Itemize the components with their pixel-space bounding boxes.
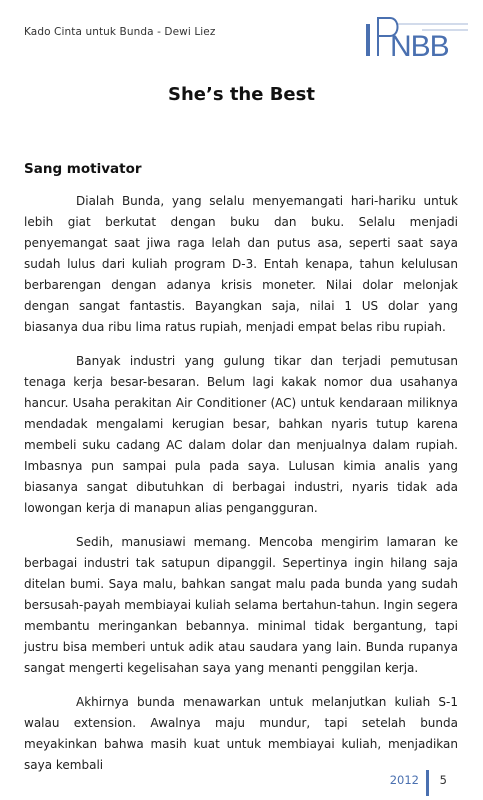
paragraph: Banyak industri yang gulung tikar dan terjadi pemutusan tenaga kerja besar-besaran. Belum lagi kakak nomor dua usahanya hancur. Usaha perakitan Air Conditioner (AC) untuk kendaraan miliknya mendadak mengalami kerugian besar, bahkan nyaris tutup karena membeli suku cadang AC dalam dolar dan menjualnya dalam rupiah. Imbasnya pun sampai pula pada saya. Lulusan kimia analis yang biasanya sangat dibutuhkan di berbagai industri, nyaris tidak ada lowongan kerja di manapun alias pengangguran. [24,354,458,515]
pnbb-logo-icon [364,14,470,60]
paragraph: Dialah Bunda, yang selalu menyemangati hari-hariku untuk lebih giat berkutat dengan buku dan buku. Selalu menjadi penyemangat saat jiwa raga lelah dan putus asa, seperti saat saya sudah lulus dari kuliah program D-3. Entah kenapa, tahun kelulusan berbarengan dengan adanya krisis moneter. Nilai dolar melonjak dengan sangat fantastis. Bayangkan saja, nilai 1 US dolar yang biasanya dua ribu lima ratus rupiah, menjadi empat belas ribu rupiah. [24,194,458,334]
paragraph: Akhirnya bunda menawarkan untuk melanjutkan kuliah S-1 walau extension. Awalnya maju mundur, tapi setelah bunda meyakinkan bahwa masih kuat untuk membiayai kuliah, menjadikan saya kembali [24,695,458,772]
running-header: Kado Cinta untuk Bunda - Dewi Liez [24,26,216,38]
publisher-logo [364,14,470,60]
footer-divider [426,770,429,796]
section-heading: Sang motivator [24,161,142,177]
page-footer [367,770,457,796]
paragraph: Sedih, manusiawi memang. Mencoba mengirim lamaran ke berbagai industri tak satupun dipanggil. Sepertinya ingin hilang saja ditelan bumi. Saya malu, bahkan sangat malu pada bunda yang sudah bersusah-payah membiayai kuliah selama bertahun-tahun. Ingin segera membantu meringankan bebannya. minimal tidak bergantung, tapi justru bisa memberi untuk adik atau saudara yang lain. Bunda rupanya sangat mengerti kegelisahan saya yang menanti penggilan kerja. [24,535,458,675]
body-text [24,191,458,789]
svg-text:NBB: NBB [390,30,449,60]
footer-year: 2012 [389,773,419,787]
chapter-title: She’s the Best [168,84,315,105]
page-number: 5 [439,773,447,787]
